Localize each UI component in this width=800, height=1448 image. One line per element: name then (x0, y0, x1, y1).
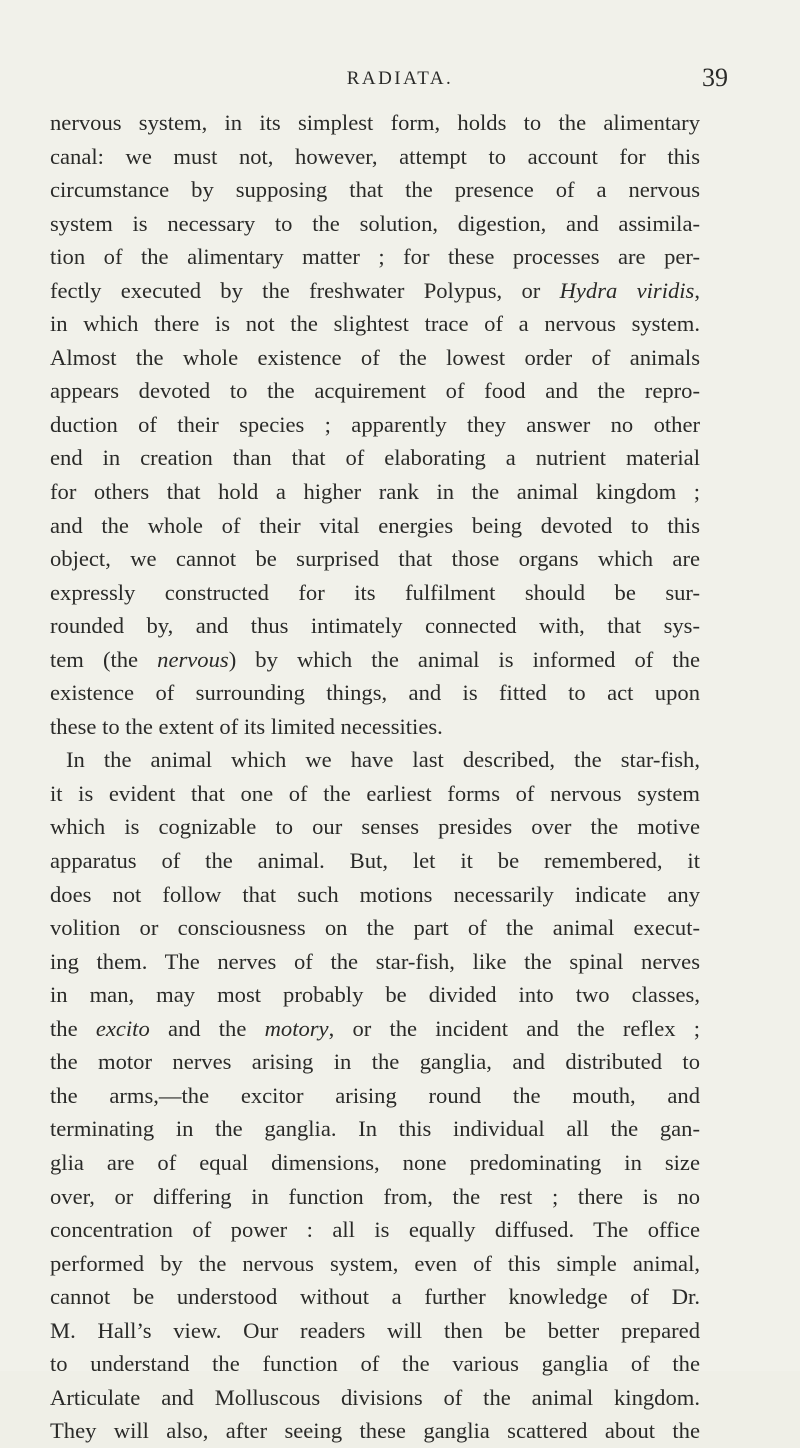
body-text (50, 106, 700, 1448)
running-title: RADIATA. (346, 68, 454, 89)
text-run: In the animal which we have last described, the star-fish, (66, 747, 700, 773)
text-line (50, 542, 700, 576)
text-run: over, or differing in function from, the rest ; there is no (50, 1183, 700, 1209)
text-line (50, 609, 700, 643)
text-run: , (694, 277, 700, 303)
text-run: tion of the alimentary matter ; for these processes are per- (50, 244, 700, 270)
text-line (50, 1012, 700, 1046)
text-line (50, 1079, 700, 1113)
text-run: rounded by, and thus intimately connected with, that sys- (50, 613, 700, 639)
text-run: the arms,—the excitor arising round the mouth, and (50, 1082, 700, 1108)
text-line (50, 1180, 700, 1214)
text-run: and the whole of their vital energies being devoted to this (50, 512, 700, 538)
text-line (50, 676, 700, 710)
text-line (50, 1112, 700, 1146)
text-run: the (50, 1015, 96, 1041)
text-run: appears devoted to the acquirement of food and the repro- (50, 378, 700, 404)
text-line (50, 307, 700, 341)
text-line (50, 408, 700, 442)
text-line (50, 1247, 700, 1281)
text-run: ) by which the animal is informed of the (228, 646, 700, 672)
text-line (50, 576, 700, 610)
text-run: the motor nerves arising in the ganglia, and distributed to (50, 1049, 700, 1075)
text-run: these to the extent of its limited necessities. (50, 713, 443, 739)
text-run: volition or consciousness on the part of the animal execut- (50, 915, 700, 941)
text-run: ing them. The nerves of the star-fish, like the spinal nerves (50, 948, 700, 974)
text-run: nervous system, in its simplest form, holds to the alimentary (50, 110, 700, 135)
text-line (50, 1414, 700, 1448)
text-run: for others that hold a higher rank in the animal kingdom ; (50, 479, 700, 505)
text-line (50, 374, 700, 408)
text-line (50, 441, 700, 475)
text-line (50, 1045, 700, 1079)
text-run: and the (149, 1015, 265, 1041)
text-run: terminating in the ganglia. In this individual all the gan- (50, 1116, 700, 1142)
text-line (50, 743, 700, 777)
text-run: fectly executed by the freshwater Polypus, or (50, 277, 560, 303)
text-run: glia are of equal dimensions, none predominating in size (50, 1149, 700, 1175)
text-run: existence of surrounding things, and is fitted to act upon (50, 680, 700, 706)
text-run: They will also, after seeing these ganglia scattered about the (50, 1418, 700, 1444)
text-line (50, 475, 700, 509)
text-run: apparatus of the animal. But, let it be remembered, it (50, 848, 700, 874)
text-line (50, 274, 700, 308)
text-run: duction of their species ; apparently they answer no other (50, 411, 700, 437)
text-run: tem (the (50, 646, 158, 672)
italic-term: nervous (157, 646, 229, 672)
text-run: in which there is not the slightest trace of a nervous system. (50, 311, 700, 337)
text-line (50, 878, 700, 912)
text-run: object, we cannot be surprised that those organs which are (50, 546, 700, 572)
text-run: in man, may most probably be divided into two classes, (50, 982, 700, 1008)
text-run: system is necessary to the solution, digestion, and assimila- (50, 210, 700, 236)
text-line (50, 509, 700, 543)
running-head (0, 62, 800, 96)
text-line (50, 978, 700, 1012)
text-line (50, 240, 700, 274)
text-line (50, 643, 700, 677)
text-line (50, 207, 700, 241)
italic-term: motory (264, 1015, 329, 1041)
text-line (50, 1347, 700, 1381)
text-run: circumstance by supposing that the presence of a nervous (50, 177, 700, 203)
text-line (50, 945, 700, 979)
text-run: does not follow that such motions necessarily indicate any (50, 881, 700, 907)
text-line (50, 777, 700, 811)
text-run: Almost the whole existence of the lowest order of animals (50, 344, 700, 370)
text-line (50, 1280, 700, 1314)
text-line (50, 844, 700, 878)
text-line (50, 341, 700, 375)
text-line (50, 1213, 700, 1247)
text-run: to understand the function of the various ganglia of the (50, 1351, 700, 1377)
text-line (50, 911, 700, 945)
text-line (50, 140, 700, 174)
italic-term: excito (95, 1015, 150, 1041)
text-run: Articulate and Molluscous divisions of the animal kingdom. (50, 1384, 700, 1410)
page-number: 39 (702, 63, 728, 92)
text-line (50, 1314, 700, 1348)
text-line (50, 1381, 700, 1415)
text-line (50, 810, 700, 844)
text-line (50, 1146, 700, 1180)
italic-term: Hydra viridis (559, 277, 695, 303)
text-run: canal: we must not, however, attempt to account for this (50, 143, 700, 169)
text-run: performed by the nervous system, even of this simple animal, (50, 1250, 700, 1276)
text-run: end in creation than that of elaborating a nutrient material (50, 445, 700, 471)
text-line (50, 106, 700, 140)
text-run: expressly constructed for its fulfilment should be sur- (50, 579, 700, 605)
text-line (50, 710, 700, 744)
text-line (50, 173, 700, 207)
text-run: cannot be understood without a further knowledge of Dr. (50, 1284, 700, 1310)
text-run: it is evident that one of the earliest forms of nervous system (50, 780, 700, 806)
text-run: M. Hall’s view. Our readers will then be better prepared (50, 1317, 700, 1343)
text-run: concentration of power : all is equally diffused. The office (50, 1217, 700, 1243)
text-run: which is cognizable to our senses presides over the motive (50, 814, 700, 840)
text-run: , or the incident and the reflex ; (328, 1015, 701, 1041)
